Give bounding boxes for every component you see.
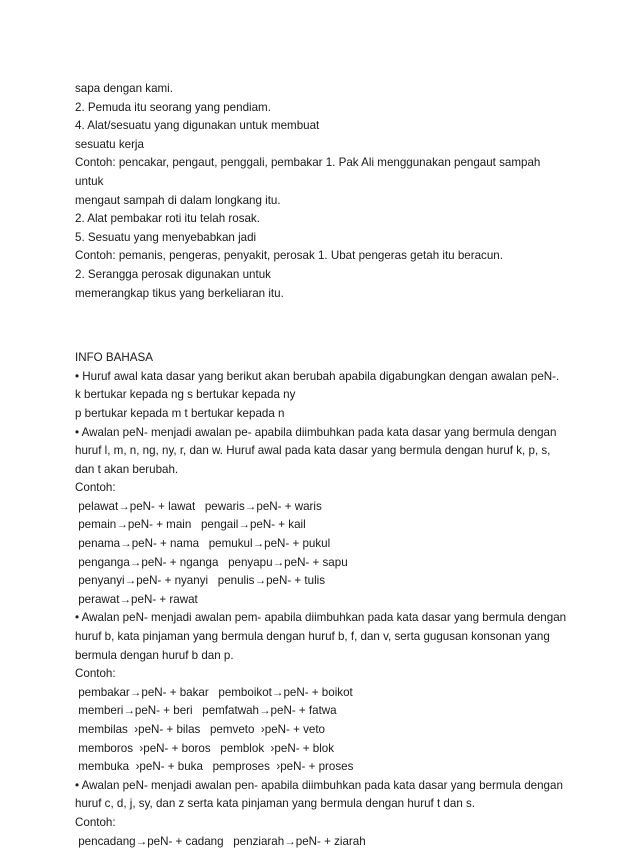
info-bahasa-line: • Awalan peN- menjadi awalan pem- apabila diimbuhkan pada kata dasar yang bermula dengan [75, 611, 567, 625]
text-block-info-bahasa [75, 349, 575, 851]
info-bahasa-line: p bertukar kepada m t bertukar kepada n [75, 406, 285, 420]
info-bahasa-line: • Awalan peN- menjadi awalan pen- apabila diimbuhkan pada kata dasar yang bermula dengan [75, 778, 563, 792]
info-bahasa-line: huruf c, d, j, sy, dan z serta kata pinjaman yang bermula dengan huruf t dan s. [75, 797, 476, 811]
examples-line: 5. Sesuatu yang menyebabkan jadi [75, 230, 257, 244]
text-block-examples [75, 80, 575, 303]
info-bahasa-line: penama→peN- + nama pemukul→peN- + pukul [75, 537, 331, 551]
examples-line: Contoh: pencakar, pengaut, penggali, pembakar 1. Pak Ali menggunakan pengaut sampah [75, 156, 541, 170]
info-bahasa-line: • Awalan peN- menjadi awalan pe- apabila diimbuhkan pada kata dasar yang bermula dengan [75, 425, 557, 439]
examples-line: 2. Alat pembakar roti itu telah rosak. [75, 212, 260, 226]
info-bahasa-line: membuka ›peN- + buka pemproses ›peN- + proses [75, 760, 354, 774]
info-bahasa-line: penyanyi→peN- + nyanyi penulis→peN- + tulis [75, 574, 326, 588]
info-bahasa-line: Contoh: [75, 481, 116, 495]
info-bahasa-line: Contoh: [75, 667, 116, 681]
section-gap [75, 303, 575, 349]
examples-line: 2. Pemuda itu seorang yang pendiam. [75, 100, 271, 114]
info-bahasa-line: • Huruf awal kata dasar yang berikut akan berubah apabila digabungkan dengan awalan peN-. [75, 369, 560, 383]
info-bahasa-line: huruf b, kata pinjaman yang bermula dengan huruf b, f, dan v, serta gugusan konsonan yang [75, 630, 550, 644]
info-bahasa-line: memberi→peN- + beri pemfatwah→peN- + fatwa [75, 704, 337, 718]
info-bahasa-line: k bertukar kepada ng s bertukar kepada ny [75, 388, 296, 402]
examples-line: sesuatu kerja [75, 137, 144, 151]
info-bahasa-line: pembakar→peN- + bakar pemboikot→peN- + boikot [75, 685, 353, 699]
examples-line: 2. Serangga perosak digunakan untuk [75, 267, 271, 281]
examples-line: 4. Alat/sesuatu yang digunakan untuk membuat [75, 119, 320, 133]
examples-line: Contoh: pemanis, pengeras, penyakit, perosak 1. Ubat pengeras getah itu beracun. [75, 249, 503, 263]
info-bahasa-line: perawat→peN- + rawat [75, 592, 198, 606]
document-page [75, 80, 575, 851]
info-bahasa-line: pemain→peN- + main pengail→peN- + kail [75, 518, 306, 532]
info-bahasa-line: INFO BAHASA [75, 351, 153, 365]
examples-line: memerangkap tikus yang berkeliaran itu. [75, 286, 284, 300]
examples-line: mengaut sampah di dalam longkang itu. [75, 193, 281, 207]
info-bahasa-line: dan t akan berubah. [75, 462, 179, 476]
info-bahasa-line: penganga→peN- + nganga penyapu→peN- + sapu [75, 555, 348, 569]
info-bahasa-line: pencadang→peN- + cadang penziarah→peN- + ziarah [75, 834, 366, 848]
info-bahasa-line: bermula dengan huruf b dan p. [75, 648, 234, 662]
examples-line: sapa dengan kami. [75, 82, 173, 95]
examples-line: untuk [75, 174, 104, 188]
info-bahasa-line: memboros ›peN- + boros pemblok ›peN- + blok [75, 741, 335, 755]
info-bahasa-line: huruf l, m, n, ng, ny, r, dan w. Huruf awal pada kata dasar yang bermula dengan huruf k, p, s, [75, 444, 551, 458]
info-bahasa-line: pelawat→peN- + lawat pewaris→peN- + waris [75, 499, 322, 513]
info-bahasa-line: Contoh: [75, 815, 116, 829]
info-bahasa-line: membilas ›peN- + bilas pemveto ›peN- + veto [75, 723, 326, 736]
